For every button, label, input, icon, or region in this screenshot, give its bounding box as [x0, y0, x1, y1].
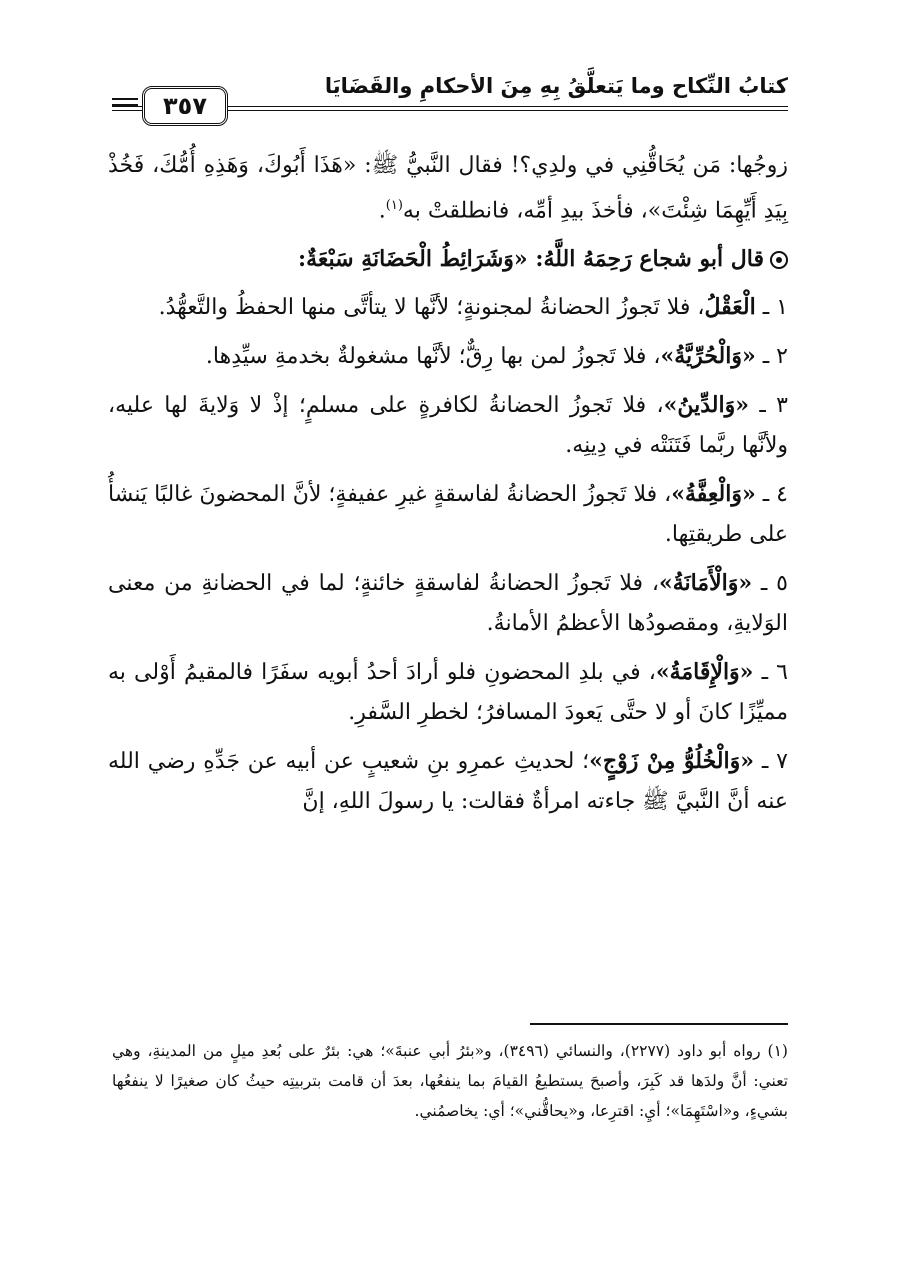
header-decoration [112, 98, 138, 110]
condition-item [108, 474, 788, 555]
condition-text: ، فلا تَجوزُ الحضانةُ لفاسقةٍ غيرِ عفيفةٍ؛ لأنَّ المحضونَ غالبًا يَنشأُ على طريقتِها. [108, 482, 788, 548]
condition-item [108, 287, 788, 328]
condition-number: ٥ ـ [760, 571, 788, 597]
condition-text: ، فلا تَجوزُ الحضانةُ لكافرةٍ على مسلمٍ؛ إذْ لا وَلايةَ لها عليه، ولأنَّها ربَّما فَتَنَتْه في دِينِه. [108, 393, 788, 459]
page-number: ٣٥٧ [163, 92, 207, 120]
condition-item [108, 563, 788, 644]
condition-keyword: «وَالْعِفَّةُ» [671, 481, 756, 508]
footnote-ref: (١) [385, 198, 403, 213]
chapter-title: كتابُ النِّكاح وما يَتعلَّقُ بِهِ مِنَ الأحكامِ والقَضَايَا [324, 74, 788, 98]
flower-ornament-icon [770, 251, 788, 269]
condition-text: ، في بلدِ المحضونِ فلو أرادَ أحدُ أبويه سفَرًا فالمقيمُ أَوْلى به مميِّزًا كانَ أو لا حتَّى يَعودَ المسافرُ؛ لخطرِ السَّفرِ. [108, 660, 788, 726]
matn-heading [108, 239, 788, 279]
main-text [108, 146, 788, 830]
condition-text: ، فلا تَجوزُ لمن بها رِقٌّ؛ لأنَّها مشغولةٌ بخدمةِ سيِّدِها. [205, 344, 661, 370]
condition-number: ٣ ـ [759, 393, 788, 419]
matn-heading-text: قال أبو شجاع رَحِمَهُ اللَّهُ: «وَشَرَائِطُ الْحَضَانَةِ سَبْعَةٌ: [297, 246, 764, 273]
condition-number: ٢ ـ [762, 344, 788, 370]
condition-keyword: «وَالْإِقَامَةُ» [655, 659, 754, 686]
footnotes [112, 1036, 788, 1126]
condition-keyword: «وَالْحُرِّيَّةُ» [660, 343, 756, 370]
condition-item [108, 652, 788, 733]
condition-keyword: «وَالدِّينُ» [663, 392, 749, 419]
paragraph-intro-text: زوجُها: مَن يُحَاقُّنِي في ولدِي؟! فقال النَّبيُّ ﷺ: «هَذَا أَبُوكَ، وَهَذِهِ أُمُّكَ، فَخُذْ بِيَدِ أَيِّهِمَا شِئْتَ»، فأخذَ بيدِ أمِّه، فانطلقتْ به [108, 153, 788, 224]
condition-text: ؛ لحديثِ عمرِو بنِ شعيبٍ عن أبيه عن جَدِّهِ رضي الله عنه أنَّ النَّبيَّ ﷺ جاءته امرأةٌ فقالت: يا رسولَ اللهِ، إنَّ [108, 749, 788, 815]
condition-item [108, 741, 788, 822]
condition-keyword: «وَالْخُلُوُّ مِنْ زَوْجٍ» [589, 748, 754, 775]
condition-text: ، فلا تَجوزُ الحضانةُ لمجنونةٍ؛ لأنَّها لا يتأتَّى منها الحفظُ والتَّعهُّدُ. [158, 295, 705, 321]
page-number-frame [142, 86, 228, 126]
condition-text: ، فلا تَجوزُ الحضانةُ لفاسقةٍ خائنةٍ؛ لما في الحضانةِ من معنى الوَلايةِ، ومقصودُها الأعظمُ الأمانةُ. [108, 571, 788, 637]
condition-number: ٧ ـ [761, 749, 788, 775]
footnote-separator [530, 1023, 788, 1025]
page-header [112, 72, 788, 132]
paragraph-intro: زوجُها: مَن يُحَاقُّنِي في ولدِي؟! فقال النَّبيُّ ﷺ: «هَذَا أَبُوكَ، وَهَذِهِ أُمُّكَ، فَخُذْ بِيَدِ أَيِّهِمَا شِئْتَ»، فأخذَ بيدِ أمِّه، فانطلقتْ به$^{(١)}$. [108, 153, 788, 224]
condition-keyword: الْعَقْلُ [704, 294, 756, 321]
condition-item [108, 336, 788, 377]
condition-item [108, 385, 788, 466]
condition-number: ١ ـ [762, 295, 788, 321]
condition-number: ٦ ـ [761, 660, 788, 686]
condition-number: ٤ ـ [762, 482, 788, 508]
condition-keyword: «وَالْأَمَانَةُ» [658, 570, 753, 597]
footnote-item: (١) رواه أبو داود (٢٢٧٧)، والنسائي (٣٤٩٦)، و«بئرُ أبي عنبةَ»؛ هي: بئرٌ على بُعدِ ميلٍ من المدينةِ، وهي تعني: أنَّ ولدَها قد كَبِرَ، وأصبحَ يستطيعُ القيامَ بما ينفعُها، بعدَ أن قامت بتربيتِه حيثُ كان صغيرًا لا ينفعُها بشيءٍ، و«اسْتَهِمَا»؛ أيِ: اقترِعا، و«يحاقُّني»؛ أي: يخاصمُني. [112, 1042, 788, 1120]
